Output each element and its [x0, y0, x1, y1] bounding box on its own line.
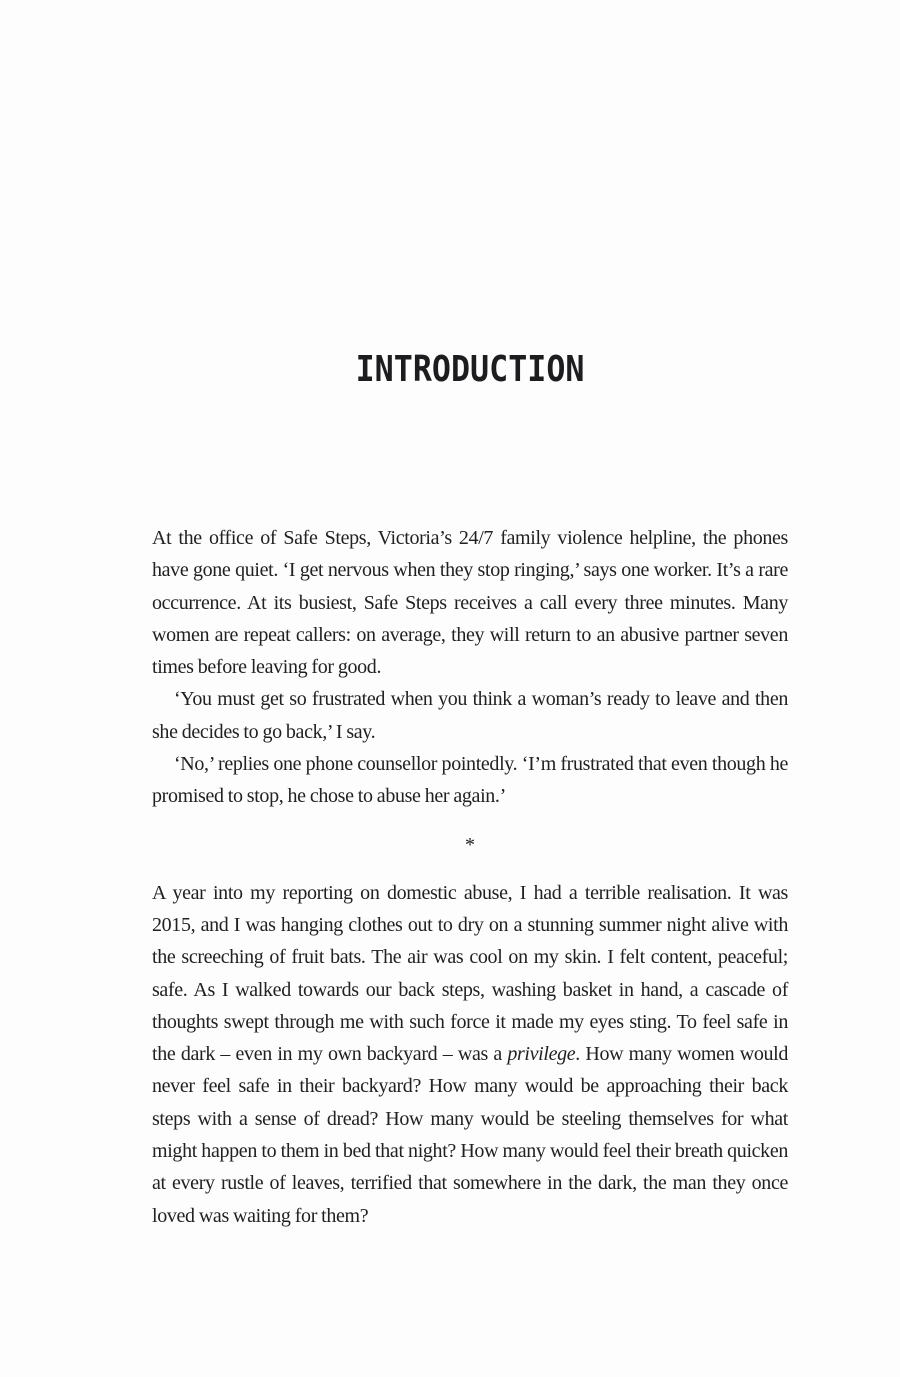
paragraph [152, 748, 788, 813]
text-run: ‘You must get so frustrated when you think a woman’s ready to leave and then she decides to go back,’ I say. [152, 688, 788, 743]
paragraph [152, 877, 788, 1232]
text-run: A year into my reporting on domestic abuse, I had a terrible realisation. It was 2015, and I was hanging clothes out to dry on a stunning summer night alive with the screeching of fruit bats. The air was cool on my skin. I felt content, peaceful; safe. As I walked towards our back steps, washing basket in hand, a cascade of thoughts swept through me with such force it made my eyes sting. To feel safe in the dark – even in my own backyard – was a [152, 881, 788, 1066]
body-text [152, 522, 788, 1232]
chapter-heading-text: INTRODUCTION [355, 349, 585, 390]
text-run: . How many women would never feel safe in their backyard? How many would be approaching their back steps with a sense of dread? How many would be steeling themselves for what might happen to them in bed that night? How many would feel their breath quicken at every rustle of leaves, terrified that somewhere in the dark, the man they once loved was waiting for them? [152, 1043, 788, 1227]
paragraph [152, 522, 788, 683]
text-run: At the office of Safe Steps, Victoria’s 24/7 family violence helpline, the phones have gone quiet. ‘I get nervous when they stop ringing,’ says one worker. It’s a rare occurrence. At its busiest, Safe Steps receives a call every three minutes. Many women are repeat callers: on average, they will return to an abusive partner seven times before leaving for good. [152, 527, 788, 679]
chapter-heading [152, 349, 788, 390]
text-run: ‘No,’ replies one phone counsellor pointedly. ‘I’m frustrated that even though he promised to stop, he chose to abuse her again.’ [152, 753, 788, 808]
paragraph [152, 683, 788, 748]
italic-text: privilege [507, 1043, 576, 1066]
section-separator: * [465, 833, 475, 856]
